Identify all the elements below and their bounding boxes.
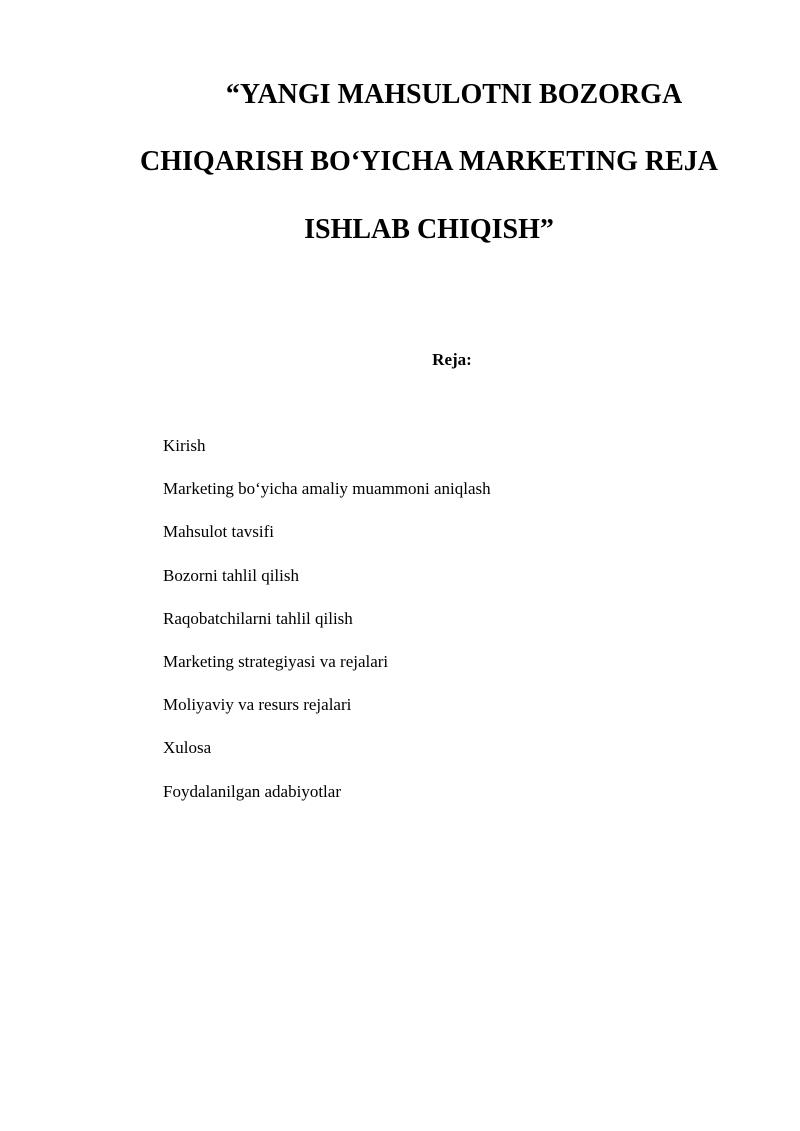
contents-item: Moliyaviy va resurs rejalari — [163, 695, 352, 715]
contents-item: Raqobatchilarni tahlil qilish — [163, 608, 353, 628]
contents-item: Marketing bo‘yicha amaliy muammoni aniqlash — [163, 479, 491, 499]
contents-item: Xulosa — [163, 738, 212, 758]
contents-item: Foydalanilgan adabiyotlar — [163, 781, 341, 801]
plan-heading: Reja: — [432, 350, 472, 369]
contents-item: Marketing strategiyasi va rejalari — [163, 651, 389, 671]
contents-item: Bozorni tahlil qilish — [163, 565, 299, 585]
contents-list — [163, 435, 491, 824]
contents-item: Mahsulot tavsifi — [163, 522, 274, 542]
title-line-3: ISHLAB CHIQISH” — [304, 214, 554, 245]
title-line-2: CHIQARISH BO‘YICHA MARKETING REJA — [140, 146, 718, 177]
contents-item: Kirish — [163, 436, 206, 455]
title-line-1: “YANGI MAHSULOTNI BOZORGA — [225, 79, 683, 110]
